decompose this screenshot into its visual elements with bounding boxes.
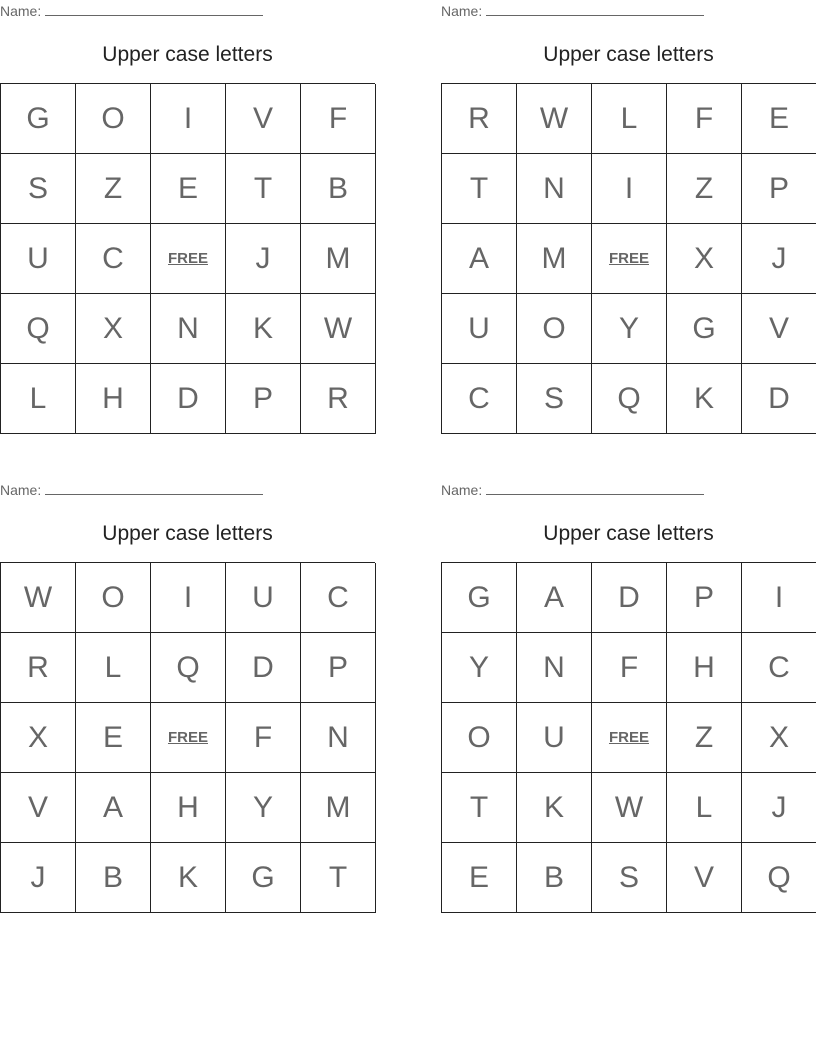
bingo-cell: P [742,154,816,224]
bingo-cell: A [517,563,592,633]
bingo-cell: V [667,843,742,913]
bingo-cell: X [742,703,816,773]
bingo-cell: V [742,294,816,364]
bingo-cell: U [226,563,301,633]
card-title: Upper case letters [102,43,273,66]
bingo-cell: D [592,563,667,633]
bingo-grid [0,83,375,434]
bingo-cell: Q [1,294,76,364]
bingo-cell: B [517,843,592,913]
bingo-cell: E [76,703,151,773]
bingo-cell: Y [592,294,667,364]
bingo-cell: N [301,703,376,773]
bingo-cell: K [667,364,742,434]
bingo-cell: K [151,843,226,913]
bingo-cell: O [76,563,151,633]
bingo-cell: P [226,364,301,434]
bingo-grid [441,562,816,913]
bingo-cell: U [442,294,517,364]
free-space: FREE [592,224,667,294]
bingo-cell: T [442,773,517,843]
bingo-cell: H [76,364,151,434]
bingo-cell: M [301,773,376,843]
bingo-cell: Z [667,154,742,224]
bingo-cell: A [442,224,517,294]
bingo-cell: U [1,224,76,294]
bingo-cell: E [151,154,226,224]
bingo-cell: J [226,224,301,294]
bingo-cell: I [742,563,816,633]
bingo-cell: C [442,364,517,434]
card-title: Upper case letters [102,522,273,545]
bingo-cell: F [592,633,667,703]
bingo-cell: P [667,563,742,633]
bingo-cell: L [1,364,76,434]
bingo-cell: W [592,773,667,843]
bingo-cell: L [667,773,742,843]
bingo-cell: B [76,843,151,913]
bingo-cell: L [592,84,667,154]
bingo-cell: R [1,633,76,703]
name-label: Name: [441,3,483,19]
bingo-grid [0,562,375,913]
bingo-cell: I [592,154,667,224]
bingo-cell: U [517,703,592,773]
bingo-cell: Q [151,633,226,703]
name-blank-line [45,3,263,16]
name-blank-line [486,482,704,495]
bingo-cell: Y [226,773,301,843]
bingo-cell: E [742,84,816,154]
bingo-cell: G [1,84,76,154]
name-label: Name: [441,482,483,498]
bingo-cell: Q [742,843,816,913]
bingo-cell: C [301,563,376,633]
name-blank-line [45,482,263,495]
bingo-cell: J [742,773,816,843]
bingo-cell: K [517,773,592,843]
name-blank-line [486,3,704,16]
bingo-cell: O [76,84,151,154]
bingo-cell: N [517,633,592,703]
bingo-cell: I [151,563,226,633]
name-line [441,3,704,19]
bingo-cell: S [592,843,667,913]
bingo-cell: Q [592,364,667,434]
bingo-cell: E [442,843,517,913]
bingo-cell: H [151,773,226,843]
bingo-cell: Y [442,633,517,703]
bingo-cell: D [226,633,301,703]
bingo-cell: X [1,703,76,773]
bingo-cell: W [301,294,376,364]
bingo-cell: O [442,703,517,773]
bingo-cell: D [151,364,226,434]
card-title: Upper case letters [543,43,714,66]
bingo-cell: G [667,294,742,364]
bingo-cell: J [1,843,76,913]
bingo-cell: T [442,154,517,224]
bingo-cell: R [442,84,517,154]
bingo-cell: W [1,563,76,633]
name-label: Name: [0,482,42,498]
bingo-cell: C [76,224,151,294]
bingo-cell: V [226,84,301,154]
bingo-cell: I [151,84,226,154]
bingo-cell: H [667,633,742,703]
bingo-cell: D [742,364,816,434]
bingo-grid [441,83,816,434]
bingo-cell: A [76,773,151,843]
bingo-cell: W [517,84,592,154]
bingo-cell: S [1,154,76,224]
bingo-cell: C [742,633,816,703]
bingo-cell: J [742,224,816,294]
bingo-cell: L [76,633,151,703]
bingo-card [441,479,816,919]
bingo-cell: Z [76,154,151,224]
bingo-cell: B [301,154,376,224]
bingo-cell: O [517,294,592,364]
free-space: FREE [592,703,667,773]
bingo-card [441,0,816,440]
bingo-cell: X [667,224,742,294]
bingo-cell: S [517,364,592,434]
free-space: FREE [151,224,226,294]
bingo-cell: M [517,224,592,294]
bingo-cell: R [301,364,376,434]
bingo-cell: N [151,294,226,364]
bingo-cell: P [301,633,376,703]
card-title: Upper case letters [543,522,714,545]
free-space: FREE [151,703,226,773]
bingo-cell: T [226,154,301,224]
bingo-cell: K [226,294,301,364]
bingo-cell: X [76,294,151,364]
bingo-card [0,479,375,919]
bingo-cell: M [301,224,376,294]
name-line [441,482,704,498]
bingo-cell: Z [667,703,742,773]
bingo-cell: F [301,84,376,154]
bingo-card [0,0,375,440]
bingo-cell: V [1,773,76,843]
bingo-cell: G [226,843,301,913]
name-line [0,3,263,19]
bingo-cell: F [667,84,742,154]
bingo-cell: N [517,154,592,224]
bingo-cell: G [442,563,517,633]
name-label: Name: [0,3,42,19]
bingo-cell: F [226,703,301,773]
name-line [0,482,263,498]
bingo-cell: T [301,843,376,913]
